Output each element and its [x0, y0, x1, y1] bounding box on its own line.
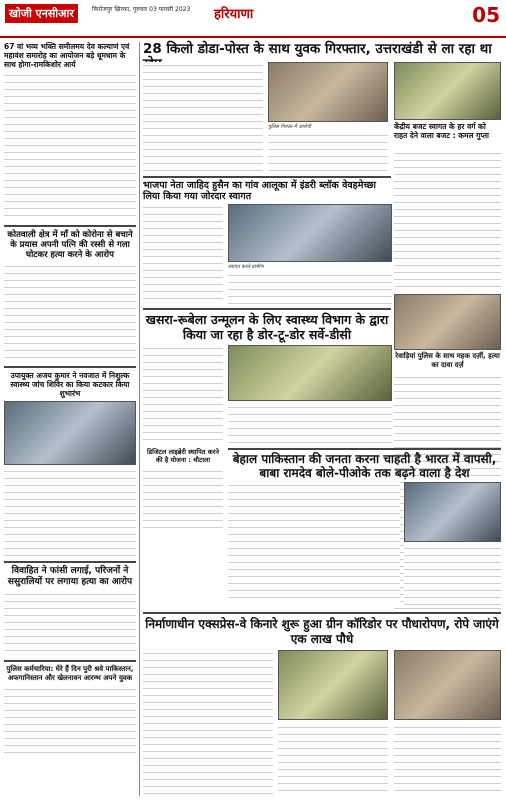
khasra-story-body-2 [228, 404, 392, 446]
budget-story-body [394, 150, 501, 290]
baba-story-photo [404, 482, 501, 542]
bjp-photo-caption: स्वागत करते ग्रामीण [228, 264, 264, 270]
khasra-story-photo [228, 345, 392, 401]
expressway-headline: निर्माणाधीन एक्सप्रेस-वे किनारे शुरू हुआ ग्रीन कॉरिडोर पर पौधारोपण, रोपे जाएंगे एक लाख पौधे [143, 612, 501, 647]
left-article-1-body [4, 72, 136, 222]
divider [4, 225, 136, 227]
baba-story-body-2 [404, 545, 501, 605]
lead-headline: 28 किलो डोडा-पोस्त के साथ युवक गिरफ्तार, उत्तराखंडी से ला रहा था [143, 41, 492, 57]
divider [4, 561, 136, 563]
lead-photo-caption: पुलिस गिरफ्त में आरोपी [268, 124, 311, 130]
left-headline-1: 67 वां भव्य भक्ति समीलमय देव कल्याणं एवं महावंश समारोह का आयोजन बड़े धूमधाम के साथ होगा-रामकिशोर आर्य [4, 42, 130, 69]
left-headline-4: विवाहित ने फांसी लगाई, परिजनों ने ससुरालियों पर लगाया हत्या का आरोप [7, 566, 133, 587]
budget-headline: केंद्रीय बजट स्वागत के हर वर्ग को राहत देने वाला बजट : कमल गुप्ता [394, 122, 489, 140]
left-article-5-body [4, 686, 136, 756]
lead-story-photo [268, 62, 388, 122]
expressway-story-body-3 [394, 724, 501, 796]
divider [4, 660, 136, 662]
lead-story-body-2 [268, 132, 388, 172]
left-article-3-body [4, 468, 136, 558]
digital-story-body [143, 468, 223, 528]
left-headline-2: कोतवाली क्षेत्र में माँ को कोरोना से बचाने के प्रयास अपनी पत्नि की रस्सी से गला घोटकर हत्या करने के आरोप [7, 230, 133, 260]
minister-photo [394, 62, 501, 120]
health-camp-photo [4, 401, 136, 465]
section-title: हरियाणा [214, 7, 254, 22]
left-headline-3: उपायुक्त अजय कुमार ने नवजात में निशुल्क स्वास्थ्य जांच शिविर का किया कटकार किया शुभारंभ [10, 371, 130, 398]
bjp-story-photo [228, 204, 392, 262]
right-small-headline: रेवाड़ियां पुलिस के साथ महक दर्ज़ी, हत्या का दावा दर्ज़ [395, 352, 500, 369]
left-article-2-body [4, 263, 136, 363]
column-rule [139, 42, 140, 796]
expressway-story-body-2 [278, 724, 388, 796]
bjp-story-body [143, 204, 223, 304]
expressway-photo-1 [278, 650, 388, 720]
baba-headline: बेहाल पाकिस्तान की जनता करना चाहती है भारत में वापसी, बाबा रामदेव बोले-पीओके तक बढ़ने वाला है देश [228, 448, 501, 480]
page-number: 05 [472, 3, 500, 27]
divider [4, 366, 136, 368]
bjp-story-body-2 [228, 272, 392, 304]
khasra-story-body [143, 345, 223, 445]
dateline: फिरोजपुर झिरका, गुरुवार 03 फरवरी 2023 [92, 6, 191, 13]
left-headline-5: पुलिस कर्मचारिया: घेरे हैं दिन पुरी श्रवे पाकिस्तान, अफगानिस्तान और खेलनावन आरम्भ अपने युवक [6, 665, 134, 682]
digital-headline: डिजिटल लाइब्रेरी स्थापित करने की है योजना : चौटाला [146, 448, 220, 464]
left-article-4-body [4, 591, 136, 657]
baba-story-body [228, 482, 400, 602]
bjp-headline: भाजपा नेता जाहिद हुसैन का गांव आलूका में इंडरी ब्लॉक वेवहमेच्छा लिया किया गया जोरदार स्वागत [143, 176, 391, 202]
right-photo [394, 294, 501, 350]
expressway-story-body [143, 650, 273, 796]
lead-story-body [143, 62, 263, 172]
khasra-headline: खसरा-रूबेला उन्मूलन के लिए स्वास्थ्य विभाग के द्वारा किया जा रहा है डोर-टू-डोर सर्वे-डीसी [143, 308, 391, 342]
left-column [4, 42, 136, 796]
expressway-photo-2 [394, 650, 501, 720]
page-header [0, 0, 506, 38]
newspaper-logo: खोजी एनसीआर [5, 4, 78, 23]
